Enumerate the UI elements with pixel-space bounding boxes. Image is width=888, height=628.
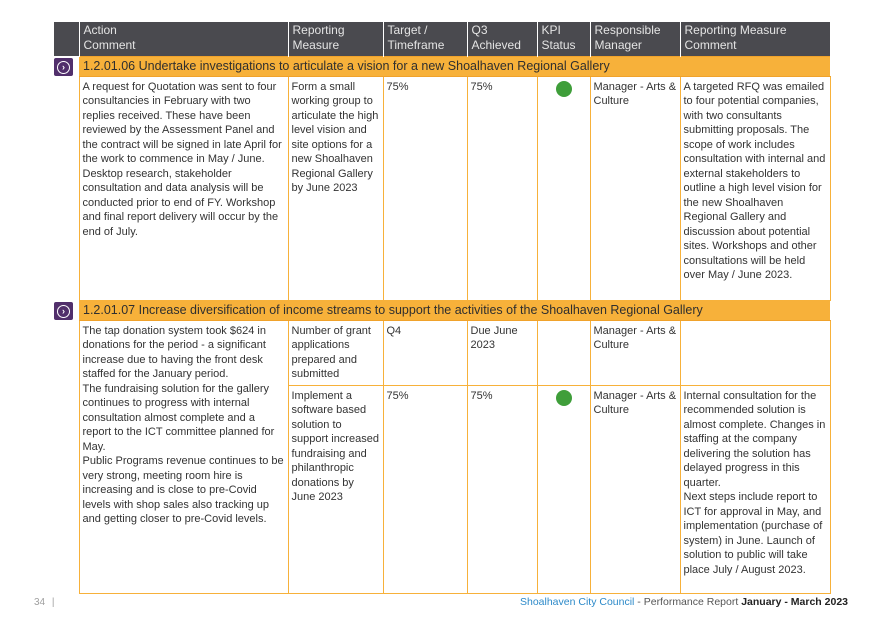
chevron-right-circle-icon[interactable]: › (54, 302, 73, 320)
reporting-measure: Implement a software based solution to support increased fundraising and philanthropic donations by June 2023 (288, 385, 383, 593)
kpi-status (537, 320, 590, 385)
table-header-row (54, 22, 830, 56)
footer-report-title (520, 596, 848, 608)
header-responsible-label: Responsible (594, 23, 661, 37)
comment-paragraph: The fundraising solution for the gallery continues to progress with internal consultation almost complete and a report to the ICT committee planned for May. (82, 382, 275, 453)
header-action-label: Action (83, 23, 117, 37)
reporting-measure: Number of grant applications prepared and submitted (288, 320, 383, 385)
performance-table (54, 22, 831, 594)
responsible-manager: Manager - Arts & Culture (590, 320, 680, 385)
footer-period: January - March 2023 (741, 596, 848, 608)
action-title: 1.2.01.06 Undertake investigations to articulate a vision for a new Shoalhaven Regional Gallery (79, 56, 830, 76)
q3-achieved: 75% (467, 385, 537, 593)
header-gutter (54, 22, 79, 56)
header-achieved-label: Achieved (471, 38, 521, 52)
action-comment: A request for Quotation was sent to four consultancies in February with two replies received. These have been reviewed by the Assessment Panel and the contract will be signed in late April for the work to commence in May / June. Desktop research, stakeholder consultation and data analysis will be conducted prior to end of FY. Workshop and final report delivery will occur by the end of July. (79, 76, 288, 300)
header-comment-label: Comment (83, 38, 136, 52)
action-comment (79, 320, 288, 593)
header-action-comment (79, 22, 288, 56)
header-status-label: Status (541, 38, 576, 52)
responsible-manager: Manager - Arts & Culture (590, 385, 680, 593)
measure-comment: A targeted RFQ was emailed to four potential companies, with two consultants submitting proposals. The scope of work includes consultation with internal and external stakeholders to outline a high level vision for the new Shoalhaven Regional Gallery and discussion about potential sites. Workshops and other consultations will be held over May / June 2023. (680, 76, 830, 300)
target: Q4 (383, 320, 467, 385)
header-reporting-label: Reporting (292, 23, 345, 37)
measure-comment-paragraph: Internal consultation for the recommended solution is almost complete. Changes in staffing at the company delivering the solution has delayed progress in this quarter. (683, 389, 826, 489)
kpi-status-green-dot (556, 81, 572, 97)
header-rm-comment-label: Comment (684, 38, 737, 52)
row-gutter (54, 76, 79, 300)
reporting-measure: Form a small working group to articulate the high level vision and site options for a new Shoalhaven Regional Gallery by June 2023 (288, 76, 383, 300)
header-kpi-label: KPI (541, 23, 561, 37)
header-target (383, 22, 467, 56)
row-gutter (54, 320, 79, 593)
kpi-status (537, 385, 590, 593)
kpi-status-green-dot (556, 390, 572, 406)
kpi-status (537, 76, 590, 300)
header-q3 (467, 22, 537, 56)
header-measure-comment (680, 22, 830, 56)
measure-row (54, 76, 830, 300)
header-measure-label: Measure (292, 38, 340, 52)
q3-achieved: Due June 2023 (467, 320, 537, 385)
comment-paragraph: The tap donation system took $624 in donations for the period - a significant increase due to having the front desk staffed for the January period. (82, 324, 266, 380)
action-row (54, 300, 830, 320)
footer-org: Shoalhaven City Council (519, 596, 635, 608)
header-q3-label: Q3 (471, 23, 488, 37)
header-reporting-measure (288, 22, 383, 56)
action-title: 1.2.01.07 Increase diversification of income streams to support the activities of the Shoalhaven Regional Gallery (79, 300, 830, 320)
header-target-label: Target / (387, 23, 428, 37)
chevron-right-circle-icon[interactable]: › (54, 58, 73, 76)
page-separator: | (51, 597, 55, 608)
header-manager (590, 22, 680, 56)
page-number-value: 34 (34, 597, 46, 608)
responsible-manager: Manager - Arts & Culture (590, 76, 680, 300)
measure-comment-paragraph: Next steps include report to ICT for approval in May, and implementation (purchase of system) in June. Launch of solution to public will take place July / August 2023. (683, 491, 823, 576)
comment-paragraph: Public Programs revenue continues to be very strong, meeting room hire is increasing and is close to pre-Covid levels with shop sales also tracking up and getting closer to pre-Covid levels. (82, 455, 284, 525)
target: 75% (383, 76, 467, 300)
footer-report: - Performance Report (634, 596, 742, 608)
header-reporting-measure-label: Reporting Measure (684, 23, 787, 37)
header-timeframe-label: Timeframe (387, 38, 445, 52)
page-number (34, 597, 55, 608)
header-kpi (537, 22, 590, 56)
action-gutter (54, 300, 79, 320)
action-gutter (54, 56, 79, 76)
measure-comment (680, 320, 830, 385)
measure-row (54, 320, 830, 385)
action-row (54, 56, 830, 76)
target: 75% (383, 385, 467, 593)
q3-achieved: 75% (467, 76, 537, 300)
measure-comment (680, 385, 830, 593)
header-manager-label: Manager (594, 38, 642, 52)
